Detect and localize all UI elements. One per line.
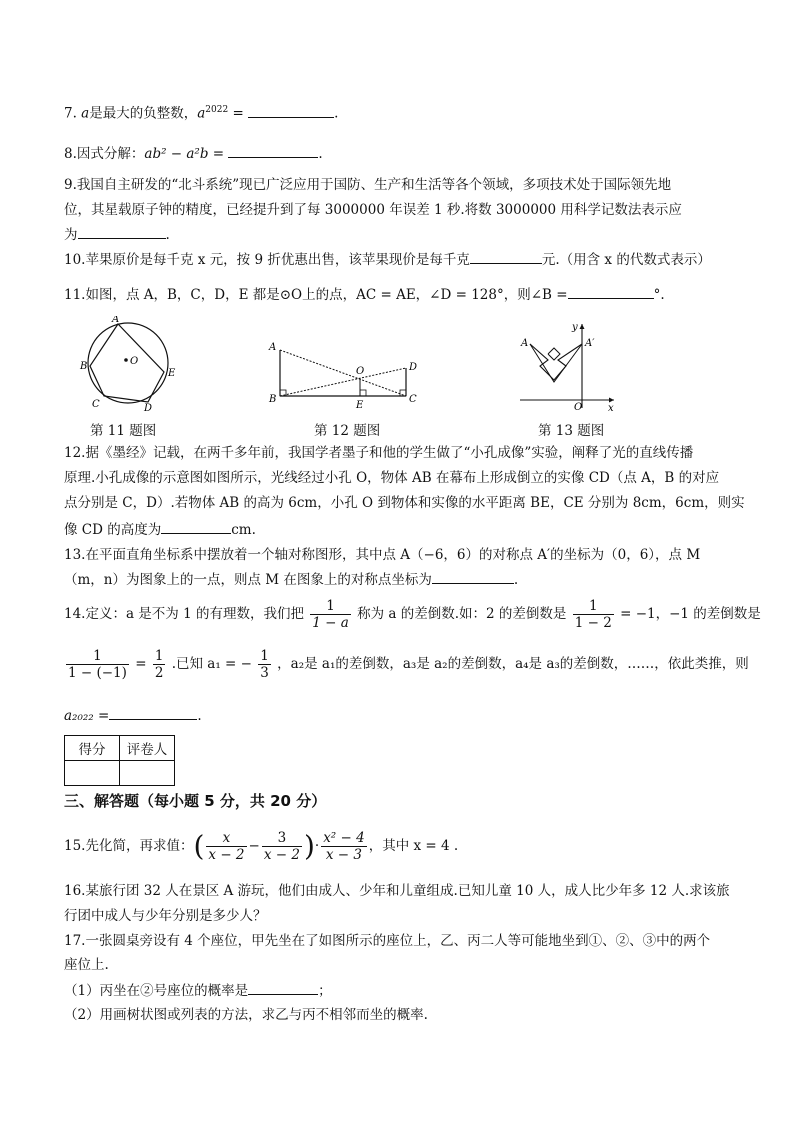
label-a: A bbox=[269, 342, 277, 353]
answer-blank[interactable] bbox=[470, 250, 542, 264]
label-e: E bbox=[168, 368, 176, 379]
question-9-line3: 为 . bbox=[64, 227, 170, 243]
answer-blank[interactable] bbox=[248, 981, 318, 995]
question-13-line2: （m，n）为图象上的一点，则点 M 在图象上的对称点坐标为 . bbox=[64, 572, 519, 588]
fraction: $\frac{1}{1 - 2}$ bbox=[574, 598, 612, 631]
figure-12-caption: 第 12 题图 bbox=[314, 423, 381, 439]
question-12-line4: 像 CD 的高度为 cm. bbox=[64, 522, 256, 538]
question-13-line1: 13.在平面直角坐标系中摆放着一个轴对称图形，其中点 A（−6，6）的对称点 A′的坐标为（0，6），点 M bbox=[64, 547, 701, 563]
label-b: B bbox=[269, 394, 277, 405]
answer-blank[interactable] bbox=[432, 570, 514, 584]
figure-11-caption: 第 11 题图 bbox=[90, 423, 157, 439]
question-17-line2: 座位上. bbox=[64, 957, 109, 973]
fraction: $\frac{\text{x² − 4}}{x - 3}$ bbox=[323, 830, 365, 863]
label-d: D bbox=[409, 362, 418, 373]
score-cell[interactable] bbox=[65, 761, 120, 786]
label-c: C bbox=[409, 394, 417, 405]
question-7: 7. a是最大的负整数，$a^{2022}$ = . bbox=[64, 105, 339, 122]
question-12-line3: 点分别是 C，D）.若物体 AB 的高为 6cm，小孔 O 到物体和实像的水平距离 BE，CE 分别为 8cm，6cm，则实 bbox=[64, 495, 745, 511]
y-axis-arrow bbox=[580, 324, 585, 329]
label-y: y bbox=[572, 322, 578, 333]
question-17-sub1: （1）丙坐在②号座位的概率是 ； bbox=[64, 983, 332, 999]
question-10: 10.苹果原价是每千克 x 元，按 9 折优惠出售，该苹果现价是每千克 元.（用含 x 的代数式表示） bbox=[64, 252, 711, 268]
label-e: E bbox=[356, 400, 364, 411]
right-angle-e bbox=[360, 390, 366, 396]
question-15: 15.先化简，再求值：( $\frac{x}{x - 2}$ − $\frac{3}{x - 2}$ )· $\frac{\text{x² − 4}}{x - 3}$ ，其中 x = 4 . bbox=[64, 829, 459, 863]
fraction: $\frac{1}{2}$ bbox=[154, 648, 164, 681]
question-9-line2: 位，其星载原子钟的精度，已经提升到了每 3000000 年误差 1 秒.将数 3000000 用科学记数法表示应 bbox=[64, 202, 682, 218]
ray-bd bbox=[280, 368, 406, 396]
label-o: O bbox=[130, 356, 139, 367]
label-b: B bbox=[80, 361, 88, 372]
figure-13-caption: 第 13 题图 bbox=[538, 423, 605, 439]
score-table bbox=[64, 735, 175, 786]
fraction: $\frac{1}{3}$ bbox=[260, 648, 269, 681]
question-12-line2: 原理.小孔成像的示意图如图所示，光线经过小孔 O，物体 AB 在幕布上形成倒立的实像 CD（点 A，B 的对应 bbox=[64, 470, 720, 486]
figure-13 bbox=[518, 318, 618, 412]
fraction: $\frac{1}{1 - (-1)}$ bbox=[68, 648, 127, 681]
grader-header: 评卷人 bbox=[120, 736, 175, 761]
fraction: $\frac{1}{1 - a}$ bbox=[312, 598, 349, 631]
figure-12 bbox=[264, 336, 424, 412]
label-o: O bbox=[356, 366, 365, 377]
shape-inner bbox=[548, 348, 560, 360]
label-x: x bbox=[608, 403, 614, 412]
question-11: 11.如图，点 A，B，C，D，E 都是⊙O上的点，AC = AE，∠D = 128°，则∠B = °. bbox=[64, 287, 665, 303]
answer-blank[interactable] bbox=[161, 520, 231, 534]
label-d: D bbox=[144, 403, 153, 412]
answer-blank[interactable] bbox=[568, 285, 654, 299]
score-header: 得分 bbox=[65, 736, 120, 761]
question-9-line1: 9.我国自主研发的“北斗系统”现已广泛应用于国防、生产和生活等各个领域，多项技术处于国际领先地 bbox=[64, 177, 672, 193]
answer-blank[interactable] bbox=[78, 225, 166, 239]
grader-cell[interactable] bbox=[120, 761, 175, 786]
question-14-line3: a₂₀₂₂ = . bbox=[64, 708, 202, 724]
answer-blank[interactable] bbox=[248, 104, 334, 118]
answer-blank[interactable] bbox=[228, 144, 318, 158]
label-origin: O bbox=[574, 402, 583, 412]
question-17-sub2: （2）用画树状图或列表的方法，求乙与丙不相邻而坐的概率. bbox=[64, 1007, 428, 1023]
question-16-line2: 行团中成人与少年分别是多少人？ bbox=[64, 908, 267, 924]
question-14-line1: 14.定义：a 是不为 1 的有理数，我们把 $\frac{1}{1 - a}$ 称为 a 的差倒数.如：2 的差倒数是 $\frac{1}{1 - 2}$ = −1，−1 的差倒数是 bbox=[64, 598, 761, 631]
answer-blank[interactable] bbox=[109, 706, 197, 720]
label-a-prime: A′ bbox=[585, 338, 595, 349]
label-a: A bbox=[112, 316, 120, 325]
ray-ac bbox=[280, 350, 406, 396]
label-c: C bbox=[92, 399, 100, 410]
question-17-line1: 17.一张圆桌旁设有 4 个座位，甲先坐在了如图所示的座位上，乙、丙二人等可能地坐到①、②、③中的两个 bbox=[64, 933, 711, 949]
label-a: A bbox=[521, 338, 529, 349]
question-8: 8.因式分解：ab² − a²b = . bbox=[64, 146, 323, 162]
question-12-line1: 12.据《墨经》记载，在两千多年前，我国学者墨子和他的学生做了“小孔成像”实验，阐释了光的直线传播 bbox=[64, 445, 694, 461]
question-14-line2: $\frac{1}{1 - (-1)}$ = $\frac{1}{2}$ .已知 a₁ = − $\frac{1}{3}$ ，a₂是 a₁的差倒数，a₃是 a₂的差倒数，a₄是 a₃的差倒数，……，依此类推，则 bbox=[68, 648, 749, 681]
x-axis-arrow bbox=[609, 398, 614, 403]
fraction: $\frac{x}{x - 2}$ bbox=[208, 830, 245, 863]
pentagon-abcde bbox=[90, 324, 164, 402]
figure-11 bbox=[76, 316, 186, 412]
question-16-line1: 16.某旅行团 32 人在景区 A 游玩，他们由成人、少年和儿童组成.已知儿童 10 人，成人比少年多 12 人.求该旅 bbox=[64, 883, 730, 899]
fraction: $\frac{3}{x - 2}$ bbox=[263, 830, 300, 863]
center-point bbox=[124, 358, 128, 362]
section-3-heading: 三、解答题（每小题 5 分，共 20 分） bbox=[64, 792, 327, 810]
